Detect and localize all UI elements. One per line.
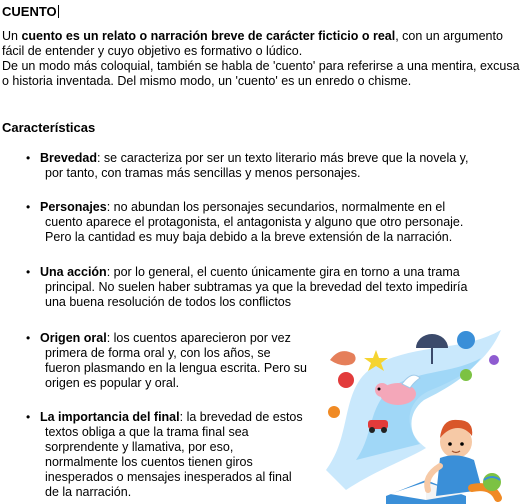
document-title-text: CUENTO	[2, 4, 57, 19]
text-cursor	[58, 5, 59, 18]
intro-definition-rest: , con un argumento fácil de entender y cuyo objetivo es formativo o lúdico.	[2, 29, 503, 58]
bullet-item-personajes	[26, 200, 478, 245]
bullet-term: Una acción	[40, 265, 107, 279]
blue-moon	[457, 331, 475, 349]
bullet-item-una-accion	[26, 265, 478, 310]
bullet-text	[40, 265, 478, 310]
bullet-item-importancia-final	[26, 410, 308, 500]
document-title[interactable]	[2, 4, 59, 19]
bullet-dot: •	[26, 200, 31, 214]
umbrella	[416, 334, 448, 348]
intro-section	[2, 29, 522, 89]
bullet-item-origen-oral	[26, 331, 308, 391]
bullet-dot: •	[26, 265, 31, 279]
bullet-term: Origen oral	[40, 331, 107, 345]
red-ball	[338, 372, 354, 388]
bullet-description: : por lo general, el cuento únicamente gira en torno a una trama principal. No suelen haber subtramas ya que la brevedad del texto impediría una buena resolución de todos los conflictos	[45, 265, 468, 309]
globe	[483, 473, 501, 491]
bullet-dot: •	[26, 410, 31, 424]
bullet-text	[40, 200, 478, 245]
intro-definition-bold: cuento es un relato o narración breve de carácter ficticio o real	[21, 29, 396, 43]
bullet-description: : la brevedad de estos textos obliga a que la trama final sea sorprendente y llamativa, por eso, normalmente los cuentos tienen giros inesperados o mensajes inesperados al final de la narración.	[45, 410, 303, 499]
bullet-text	[40, 410, 308, 500]
intro-prefix: Un	[2, 29, 22, 43]
purple-ball	[489, 355, 499, 365]
bullet-description: : no abundan los personajes secundarios, normalmente en el cuento aparece el protagonista, el antagonista y alguno que otro personaje. Pero la cantidad es muy baja debido a la breve extensión de la narración.	[45, 200, 464, 244]
characteristics-heading: Características	[2, 120, 96, 135]
bullet-term: Brevedad	[40, 151, 97, 165]
bullet-text	[40, 331, 308, 391]
bullet-dot: •	[26, 331, 31, 345]
intro-paragraph-colloquial: De un modo más coloquial, también se habla de 'cuento' para referirse a una mentira, excusa o historia inventada. Del mismo modo, un 'cuento' es un enredo o chisme.	[2, 59, 520, 88]
bullet-text	[40, 151, 472, 181]
bullet-description: : se caracteriza por ser un texto literario más breve que la novela y, por tanto, con tramas más sencillas y menos personajes.	[45, 151, 469, 180]
bullet-description: : los cuentos aparecieron por vez primera de forma oral y, con los años, se fueron plasmando en la lengua escrita. Pero su origen es popular y oral.	[45, 331, 307, 390]
bullet-dot: •	[26, 151, 31, 165]
bullet-term: Personajes	[40, 200, 107, 214]
orange-ball	[328, 406, 340, 418]
bullet-item-brevedad	[26, 151, 472, 181]
green-ball	[460, 369, 472, 381]
bullet-term: La importancia del final	[40, 410, 180, 424]
child-reading-storybook-illustration-icon	[316, 320, 526, 504]
dinosaur	[330, 351, 356, 365]
intro-paragraph-definition	[2, 29, 522, 59]
